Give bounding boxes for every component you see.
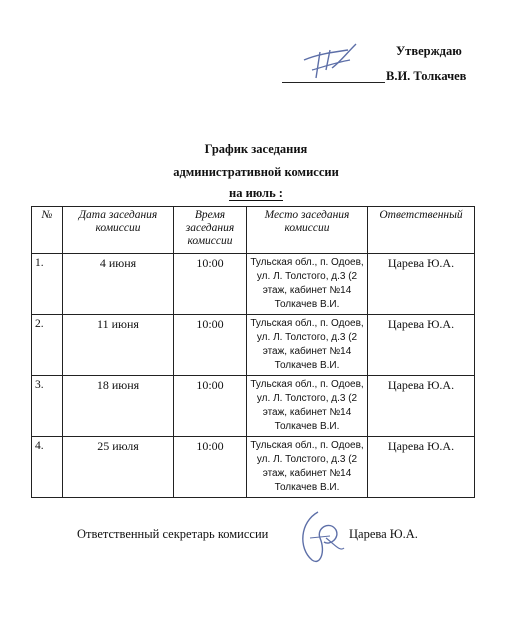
row-responsible: Царева Ю.А. [368,376,475,437]
row-date: 25 июля [63,437,174,498]
header-date: Дата заседания комиссии [63,207,174,254]
doc-title-line3 [0,186,512,201]
row-date: 11 июня [63,315,174,376]
row-responsible: Царева Ю.А. [368,315,475,376]
header-responsible: Ответственный [368,207,475,254]
row-place: Тульская обл., п. Одоев, ул. Л. Толстого, д.3 (2 этаж, кабинет №14 Толкачев В.И. [247,376,368,437]
secretary-name: Царева Ю.А. [349,527,418,541]
approve-word: Утверждаю [396,44,462,58]
signature-line [282,82,385,83]
secretary-label: Ответственный секретарь комиссии [77,527,269,541]
header-number: № [32,207,63,254]
table-row [32,437,475,498]
row-time: 10:00 [174,254,247,315]
doc-title-line1: График заседания [204,142,308,156]
table-row [32,376,475,437]
row-number: 3. [32,376,63,437]
header-time: Время заседания комиссии [174,207,247,254]
row-responsible: Царева Ю.А. [368,437,475,498]
approver-name: В.И. Толкачев [386,69,467,83]
row-number: 1. [32,254,63,315]
secretary-signature [290,508,350,568]
header-place: Место заседания комиссии [247,207,368,254]
row-time: 10:00 [174,315,247,376]
table-row [32,315,475,376]
row-time: 10:00 [174,437,247,498]
approver-signature [300,40,362,82]
row-responsible: Царева Ю.А. [368,254,475,315]
schedule-table [31,206,475,498]
doc-title-month: на июль : [229,186,283,200]
row-number: 4. [32,437,63,498]
row-place: Тульская обл., п. Одоев, ул. Л. Толстого, д.3 (2 этаж, кабинет №14 Толкачев В.И. [247,254,368,315]
table-row [32,254,475,315]
table-header-row [32,207,475,254]
row-number: 2. [32,315,63,376]
row-time: 10:00 [174,376,247,437]
doc-title-line2: административной комиссии [173,165,339,179]
row-date: 4 июня [63,254,174,315]
row-place: Тульская обл., п. Одоев, ул. Л. Толстого, д.3 (2 этаж, кабинет №14 Толкачев В.И. [247,315,368,376]
row-place: Тульская обл., п. Одоев, ул. Л. Толстого, д.3 (2 этаж, кабинет №14 Толкачев В.И. [247,437,368,498]
row-date: 18 июня [63,376,174,437]
